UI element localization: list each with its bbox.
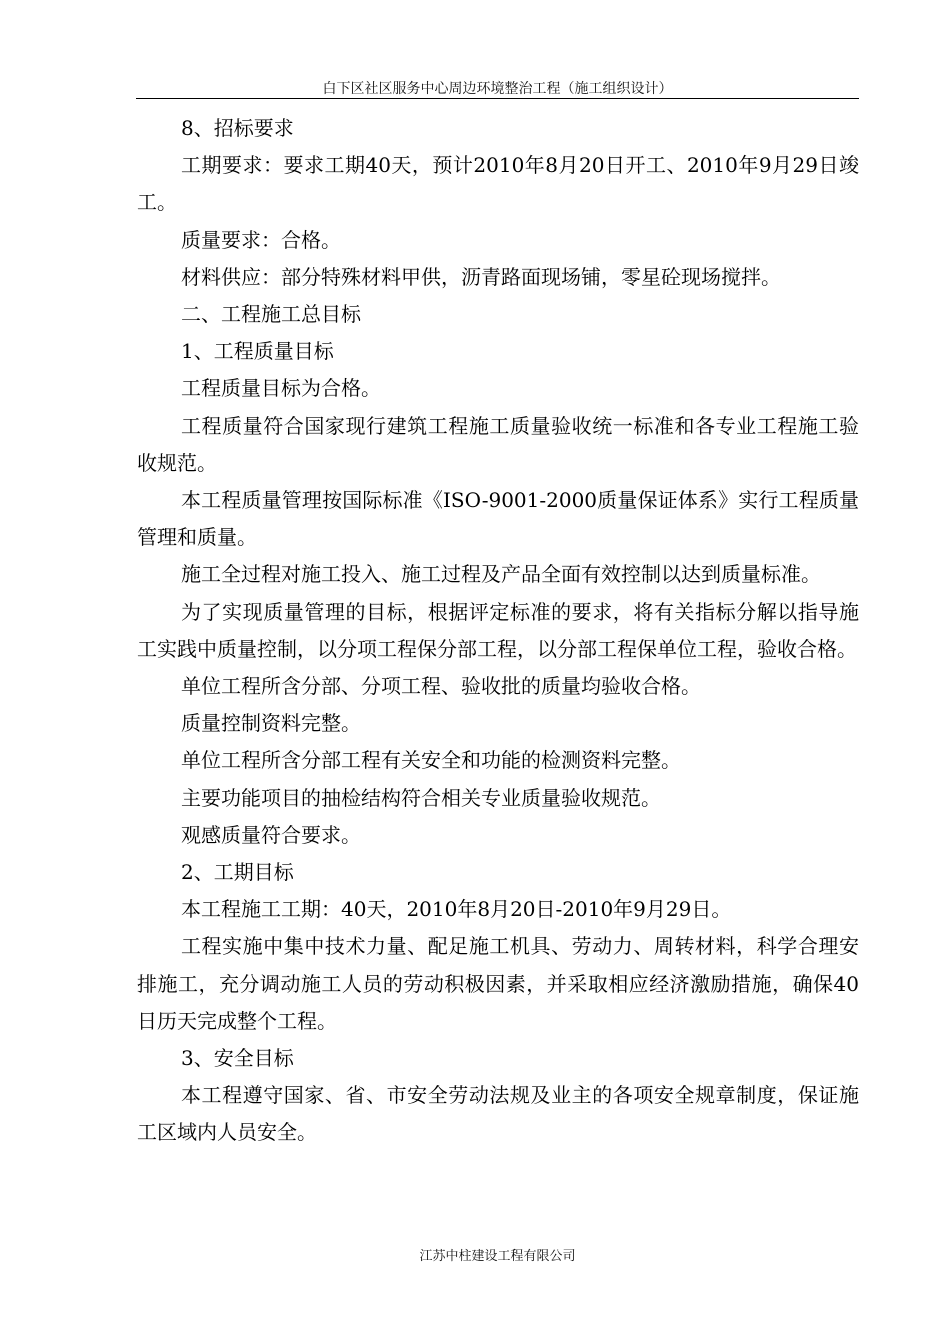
- section-heading: 3、安全目标: [181, 1046, 294, 1071]
- paragraph: 质量要求：合格。: [181, 227, 341, 252]
- paragraph: 工程实施中集中技术力量、配足施工机具、劳动力、周转材料，科学合理安排施工，充分调动施工人员的劳动积极因素，并采取相应经济激励措施，确保40日历天完成整个工程。: [137, 934, 859, 1033]
- paragraph: 观感质量符合要求。: [181, 822, 361, 847]
- paragraph: 本工程质量管理按国际标准《ISO-9001-2000质量保证体系》实行工程质量管理和质量。: [137, 488, 859, 550]
- page-header-title: 白下区社区服务中心周边环境整治工程（施工组织设计）: [322, 81, 673, 97]
- paragraph: 工期要求：要求工期40天，预计2010年8月20日开工、2010年9月29日竣工。: [137, 153, 859, 215]
- section-heading: 1、工程质量目标: [181, 339, 334, 364]
- section-heading: 二、工程施工总目标: [181, 302, 361, 327]
- paragraph: 为了实现质量管理的目标，根据评定标准的要求，将有关指标分解以指导施工实践中质量控制，以分项工程保分部工程，以分部工程保单位工程，验收合格。: [137, 599, 859, 661]
- paragraph: 材料供应：部分特殊材料甲供，沥青路面现场铺，零星砼现场搅拌。: [181, 264, 781, 289]
- paragraph: 工程质量目标为合格。: [181, 376, 381, 401]
- page-footer-company: 江苏中柱建设工程有限公司: [419, 1249, 576, 1264]
- paragraph: 主要功能项目的抽检结构符合相关专业质量验收规范。: [181, 785, 661, 810]
- header-divider: [136, 98, 859, 99]
- paragraph: 本工程遵守国家、省、市安全劳动法规及业主的各项安全规章制度，保证施工区域内人员安全。: [137, 1083, 859, 1145]
- paragraph: 本工程施工工期：40天，2010年8月20日-2010年9月29日。: [181, 897, 732, 922]
- paragraph: 施工全过程对施工投入、施工过程及产品全面有效控制以达到质量标准。: [181, 562, 821, 587]
- section-heading: 2、工期目标: [181, 860, 294, 885]
- paragraph: 单位工程所含分部工程有关安全和功能的检测资料完整。: [181, 748, 681, 773]
- paragraph: 质量控制资料完整。: [181, 711, 361, 736]
- paragraph: 工程质量符合国家现行建筑工程施工质量验收统一标准和各专业工程施工验收规范。: [137, 413, 859, 475]
- section-heading: 8、招标要求: [181, 116, 294, 140]
- paragraph: 单位工程所含分部、分项工程、验收批的质量均验收合格。: [181, 674, 701, 699]
- document-body: [137, 110, 859, 1152]
